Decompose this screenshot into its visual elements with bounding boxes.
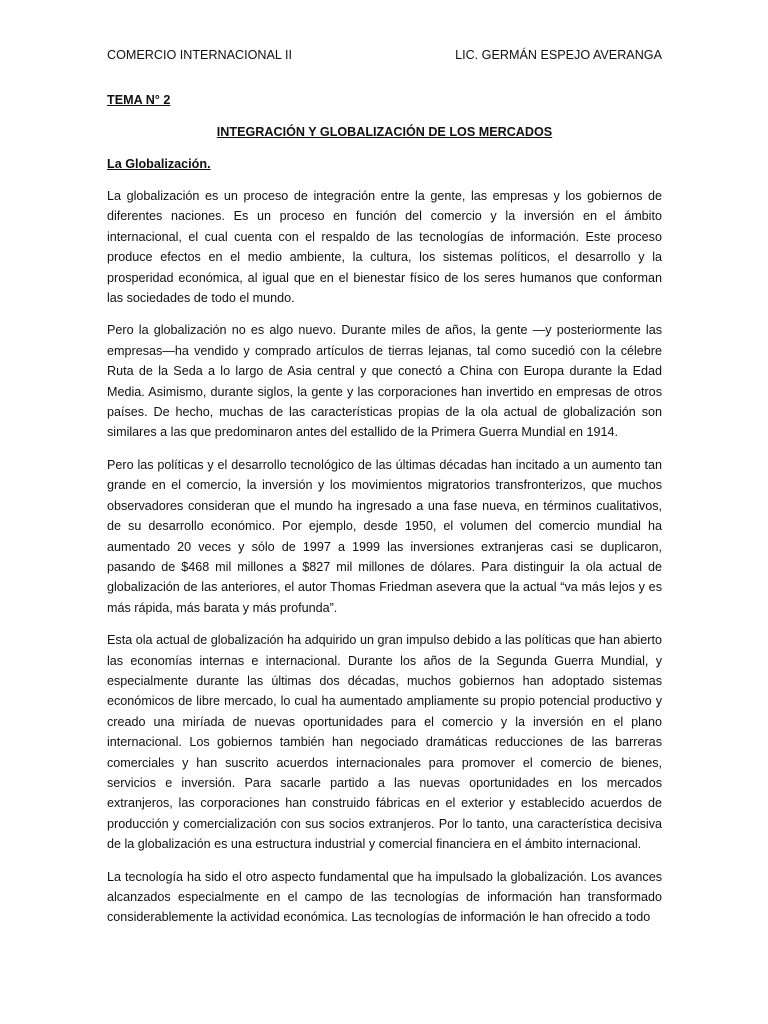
topic-number: TEMA N° 2 bbox=[107, 93, 171, 107]
header-course-title: COMERCIO INTERNACIONAL II bbox=[107, 48, 292, 62]
paragraph-5: La tecnología ha sido el otro aspecto fundamental que ha impulsado la globalización. Los avances alcanzados especialmente en el campo de las tecnologías de información han transformado considerablemente la actividad económica. Las tecnologías de información le han ofrecido a todo bbox=[107, 869, 662, 925]
page-header bbox=[107, 46, 662, 64]
document-title: INTEGRACIÓN Y GLOBALIZACIÓN DE LOS MERCADOS bbox=[216, 125, 553, 139]
document-body bbox=[107, 90, 662, 940]
header-instructor-name: LIC. GERMÁN ESPEJO AVERANGA bbox=[455, 48, 662, 62]
paragraph-2: Pero la globalización no es algo nuevo. Durante miles de años, la gente —y posteriormente las empresas—ha vendido y comprado artículos de tierras lejanas, tal como sucedió con la célebre Ruta de la Seda a lo largo de Asia central y que conectó a China con Europa durante la Edad Media. Asimismo, durante siglos, la gente y las corporaciones han invertido en empresas de otros países. De hecho, muchas de las características propias de la ola actual de globalización son similares a las que predominaron antes del estallido de la Primera Guerra Mundial en 1914. bbox=[107, 323, 662, 440]
paragraph-4: Esta ola actual de globalización ha adquirido un gran impulso debido a las políticas que han abierto las economías internas e internacional. Durante los años de la Segunda Guerra Mundial, y especialmente durante las últimas dos décadas, muchos gobiernos han adoptado sistemas económicos de libre mercado, lo cual ha aumentado ampliamente su propio potencial productivo y creado una miríada de nuevas oportunidades para el comercio y la inversión en el plano internacional. Los gobiernos también han negociado dramáticas reducciones de las barreras comerciales y han suscrito acuerdos internacionales para promover el comercio de bienes, servicios e inversión. Para sacarle partido a las nuevas oportunidades en los mercados extranjeros, las corporaciones han construido fábricas en el exterior y establecido acuerdos de producción y comercialización con sus socios extranjeros. Por lo tanto, una característica decisiva de la globalización es una estructura industrial y comercial financiera en el ámbito internacional. bbox=[107, 633, 662, 852]
paragraph-3: Pero las políticas y el desarrollo tecnológico de las últimas décadas han incitado a un aumento tan grande en el comercio, la inversión y los movimientos migratorios transfronterizos, que muchos observadores consideran que el mundo ha ingresado a una fase nueva, en términos cualitativos, de su desarrollo económico. Por ejemplo, desde 1950, el volumen del comercio mundial ha aumentado 20 veces y sólo de 1997 a 1999 las inversiones extranjeras casi se duplicaron, pasando de $468 mil millones a $827 mil millones de dólares. Para distinguir la ola actual de globalización de las anteriores, el autor Thomas Friedman asevera que la actual “va más lejos y es más rápida, más barata y más profunda”. bbox=[107, 457, 662, 615]
paragraph-1: La globalización es un proceso de integración entre la gente, las empresas y los gobiernos de diferentes naciones. Es un proceso en función del comercio y la inversión en el ámbito internacional, el cual cuenta con el respaldo de las tecnologías de información. Este proceso produce efectos en el medio ambiente, la cultura, los sistemas políticos, el desarrollo y la prosperidad económica, al igual que en el bienestar físico de los seres humanos que conforman las sociedades de todo el mundo. bbox=[107, 189, 662, 306]
section-heading: La Globalización. bbox=[107, 157, 211, 171]
